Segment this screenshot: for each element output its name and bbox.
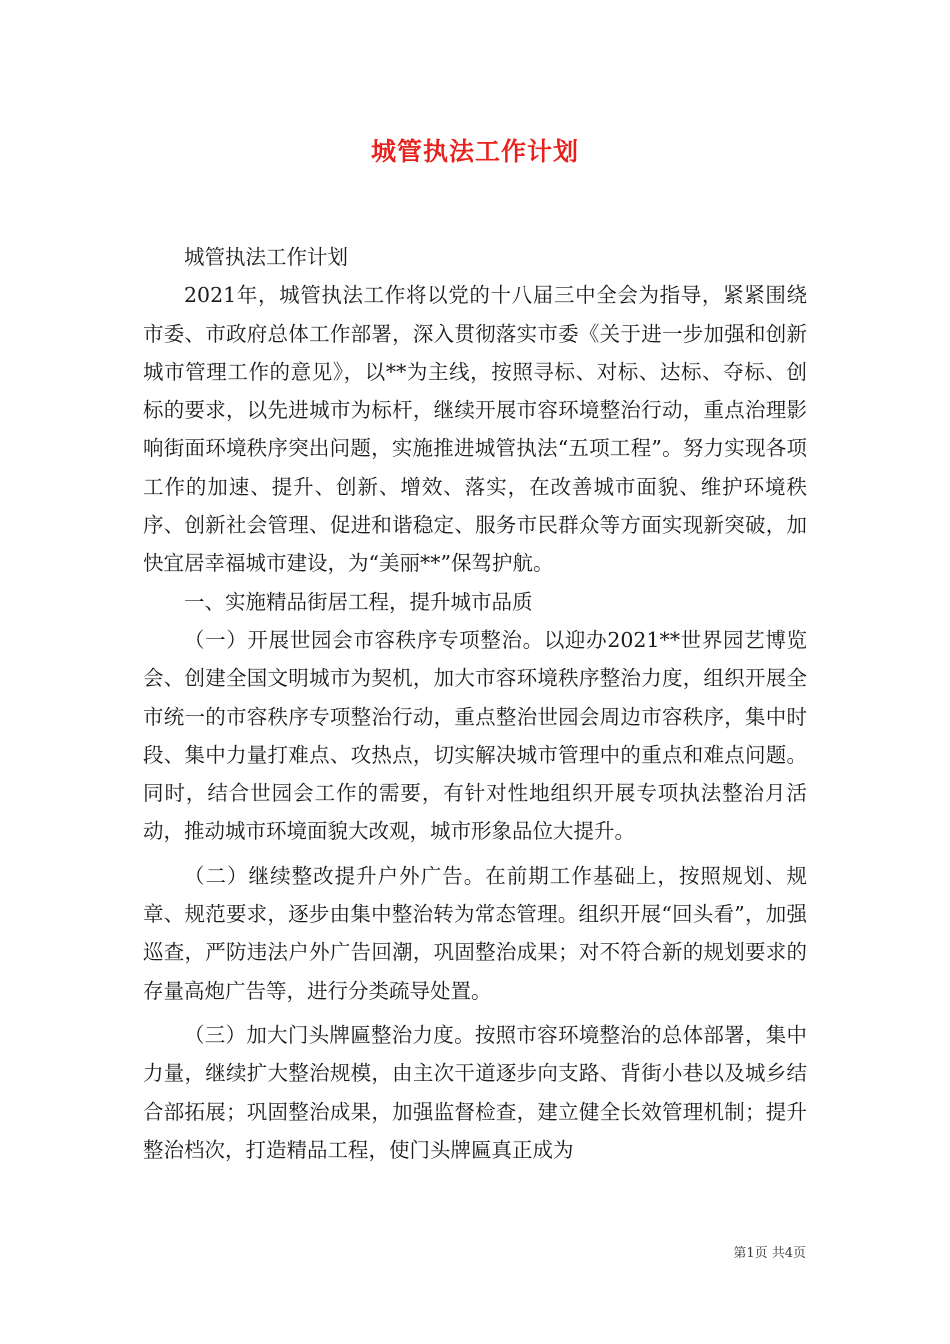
paragraph-item-1: （一）开展世园会市容秩序专项整治。以迎办2021**世界园艺博览会、创建全国文明城市为契机，加大市容环境秩序整治力度，组织开展全市统一的市容秩序专项整治行动，重点整治世园会周边市容秩序，集中时段、集中力量打难点、攻热点，切实解决城市管理中的重点和难点问题。同时，结合世园会工作的需要，有针对性地组织开展专项执法整治月活动，推动城市环境面貌大改观，城市形象品位大提升。 (143, 627, 807, 844)
paragraph-item-3: （三）加大门头牌匾整治力度。按照市容环境整治的总体部署，集中力量，继续扩大整治规模，由主次干道逐步向支路、背街小巷以及城乡结合部拓展；巩固整治成果，加强监督检查，建立健全长效管理机制；提升整治档次，打造精品工程，使门头牌匾真正成为 (143, 1022, 807, 1162)
document-body (143, 238, 807, 1169)
paragraph-heading: 城管执法工作计划 (184, 245, 348, 269)
paragraph-intro: 2021年，城管执法工作将以党的十八届三中全会为指导，紧紧围绕市委、市政府总体工作部署，深入贯彻落实市委《关于进一步加强和创新城市管理工作的意见》，以**为主线，按照寻标、对标、达标、夺标、创标的要求，以先进城市为标杆，继续开展市容环境整治行动，重点治理影响街面环境秩序突出问题，实施推进城管执法“五项工程”。努力实现各项工作的加速、提升、创新、增效、落实，在改善城市面貌、维护环境秩序、创新社会管理、促进和谐稳定、服务市民群众等方面实现新突破，加快宜居幸福城市建设，为“美丽**”保驾护航。 (143, 283, 807, 576)
section-heading-1: 一、实施精品街居工程，提升城市品质 (184, 589, 533, 614)
document-title: 城管执法工作计划 (370, 137, 579, 166)
paragraph-item-2: （二）继续整改提升户外广告。在前期工作基础上，按照规划、规章、规范要求，逐步由集中整治转为常态管理。组织开展“回头看”，加强巡查，严防违法户外广告回潮，巩固整治成果；对不符合新的规划要求的存量高炮广告等，进行分类疏导处置。 (143, 863, 807, 1003)
page-number: 第1页 共4页 (733, 1246, 806, 1261)
